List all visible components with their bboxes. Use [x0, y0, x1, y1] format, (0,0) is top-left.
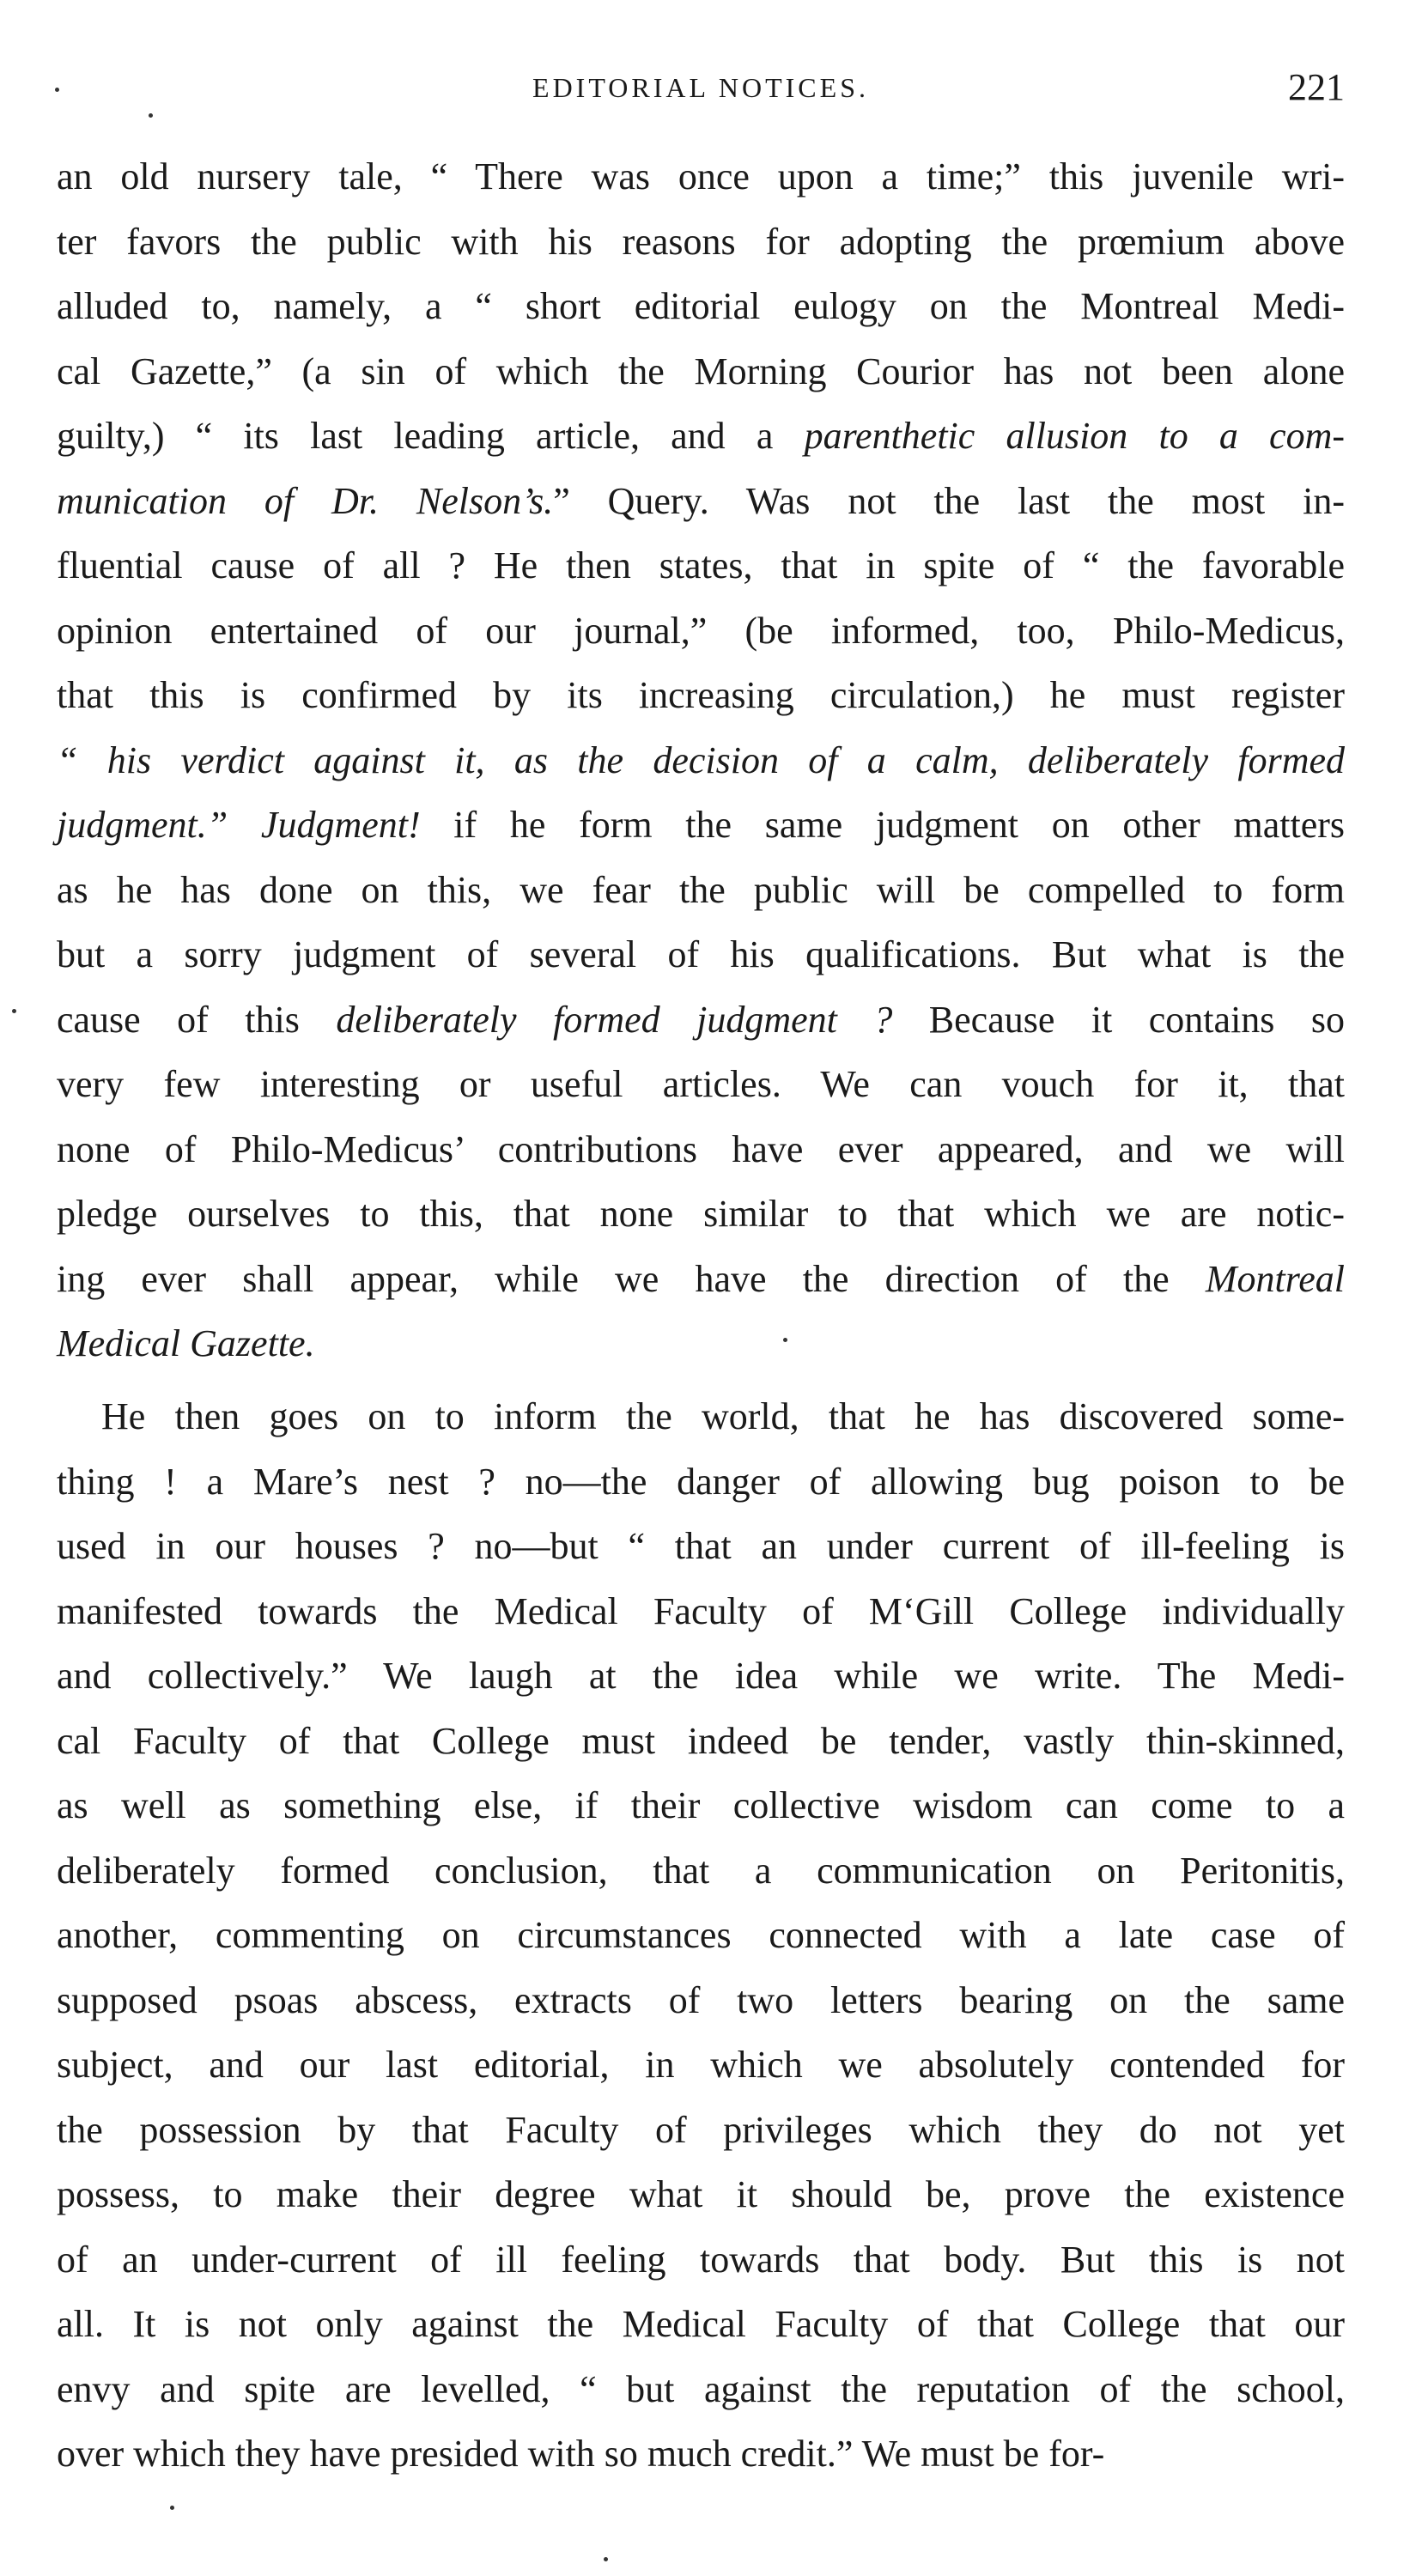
text-line — [57, 1052, 1345, 1117]
text-line — [57, 144, 1345, 210]
text-segment: ” Query. Was not the last the most in- — [553, 479, 1345, 522]
text-segment: pledge ourselves to this, that none similar to that which we are notic- — [57, 1193, 1345, 1235]
text-segment: deliberately formed conclusion, that a communication on Peritonitis, — [57, 1849, 1345, 1892]
text-line — [57, 210, 1345, 275]
text-segment: used in our houses ? no—but “ that an under current of ill-feeling is — [57, 1525, 1345, 1567]
text-line — [57, 1838, 1345, 1904]
text-line — [57, 2162, 1345, 2227]
text-segment: the possession by that Faculty of privileges which they do not yet — [57, 2108, 1345, 2151]
text-line — [57, 1643, 1345, 1709]
text-segment: fluential cause of all ? He then states, that in spite of “ the favorable — [57, 544, 1345, 586]
text-segment: thing ! a Mare’s nest ? no—the danger of allowing bug poison to be — [57, 1460, 1345, 1503]
text-segment: Montreal — [1205, 1257, 1345, 1300]
text-segment: opinion entertained of our journal,” (be informed, too, Philo-Medicus, — [57, 609, 1345, 652]
text-line — [57, 274, 1345, 339]
text-segment: judgment.” Judgment! — [57, 804, 421, 846]
text-line — [57, 1579, 1345, 1644]
text-segment: of an under-current of ill feeling towards that body. But this is not — [57, 2238, 1345, 2281]
text-segment: He then goes on to inform the world, that he has discovered some- — [101, 1395, 1345, 1437]
text-segment: that this is confirmed by its increasing circulation,) he must register — [57, 674, 1345, 716]
text-line — [57, 598, 1345, 664]
text-segment: guilty,) “ its last leading article, and a — [57, 415, 805, 457]
text-line — [57, 339, 1345, 404]
text-segment: deliberately formed judgment ? — [336, 998, 893, 1041]
text-line — [57, 533, 1345, 598]
text-segment: none of Philo-Medicus’ contributions have ever appeared, and we will — [57, 1127, 1345, 1170]
running-header — [57, 62, 1345, 113]
running-title: EDITORIAL NOTICES. — [532, 72, 869, 103]
paragraph-1 — [57, 144, 1345, 1376]
text-segment: munication of Dr. Nelson’s. — [57, 479, 554, 522]
print-speck — [170, 2506, 174, 2510]
text-segment: as well as something else, if their collective wisdom can come to a — [57, 1784, 1345, 1826]
text-line — [57, 922, 1345, 987]
text-line — [57, 1384, 1345, 1449]
text-line — [57, 2227, 1345, 2293]
print-speck — [55, 88, 59, 92]
text-segment: Medical Gazette. — [57, 1322, 315, 1364]
text-line — [57, 1709, 1345, 1774]
text-segment: alluded to, namely, a “ short editorial eulogy on the Montreal Medi- — [57, 285, 1345, 327]
text-segment: all. It is not only against the Medical Faculty of that College that our — [57, 2303, 1345, 2345]
text-segment: possess, to make their degree what it should be, prove the existence — [57, 2173, 1345, 2215]
text-line — [57, 793, 1345, 858]
text-line — [57, 2357, 1345, 2422]
text-segment: over which they have presided with so much credit.” We must be for- — [57, 2433, 1105, 2475]
text-segment: and collectively.” We laugh at the idea while we write. The Medi- — [57, 1655, 1345, 1697]
print-speck — [149, 113, 153, 118]
text-segment: ing ever shall appear, while we have the direction of the — [57, 1257, 1206, 1300]
text-segment: “ his verdict against it, as the decision of a calm, deliberately formed — [57, 738, 1345, 781]
text-segment: very few interesting or useful articles. We can vouch for it, that — [57, 1063, 1345, 1105]
text-segment: envy and spite are levelled, “ but against the reputation of the school, — [57, 2367, 1345, 2410]
text-line — [57, 663, 1345, 728]
text-segment: but a sorry judgment of several of his qualifications. But what is the — [57, 933, 1345, 975]
print-speck — [12, 1009, 16, 1013]
text-line — [57, 1514, 1345, 1579]
text-segment: cal Faculty of that College must indeed be tender, vastly thin-skinned, — [57, 1719, 1345, 1762]
text-line — [57, 1903, 1345, 1968]
text-line — [57, 1182, 1345, 1247]
text-line — [57, 728, 1345, 793]
text-segment: subject, and our last editorial, in which we absolutely contended for — [57, 2044, 1345, 2086]
text-segment: cause of this — [57, 998, 337, 1041]
text-line — [57, 404, 1345, 469]
text-segment: parenthetic allusion to a com- — [804, 415, 1345, 457]
text-line — [57, 2032, 1345, 2098]
text-segment: Because it contains so — [892, 998, 1346, 1041]
text-segment: supposed psoas abscess, extracts of two letters bearing on the same — [57, 1978, 1345, 2021]
text-segment: if he form the same judgment on other matters — [420, 804, 1345, 846]
text-line — [57, 2098, 1345, 2163]
text-line — [57, 1773, 1345, 1838]
text-line — [57, 858, 1345, 923]
paragraph-2 — [57, 1384, 1345, 2487]
text-line — [57, 1117, 1345, 1182]
text-segment: an old nursery tale, “ There was once upon a time;” this juvenile wri- — [57, 155, 1345, 197]
text-segment: another, commenting on circumstances connected with a late case of — [57, 1914, 1345, 1956]
print-speck — [604, 2557, 608, 2561]
text-segment: cal Gazette,” (a sin of which the Morning Courior has not been alone — [57, 349, 1345, 392]
text-line — [57, 987, 1345, 1053]
text-segment: ter favors the public with his reasons for adopting the prœmium above — [57, 220, 1345, 263]
text-line — [57, 469, 1345, 534]
text-line — [57, 1449, 1345, 1515]
text-line — [57, 1247, 1345, 1312]
text-line — [57, 1968, 1345, 2033]
page-number: 221 — [1288, 66, 1345, 108]
text-segment: manifested towards the Medical Faculty of M‘Gill College individually — [57, 1589, 1345, 1632]
text-line — [57, 1311, 1345, 1376]
text-line — [57, 2292, 1345, 2357]
text-segment: as he has done on this, we fear the public will be compelled to form — [57, 868, 1345, 911]
text-line — [57, 2421, 1345, 2487]
